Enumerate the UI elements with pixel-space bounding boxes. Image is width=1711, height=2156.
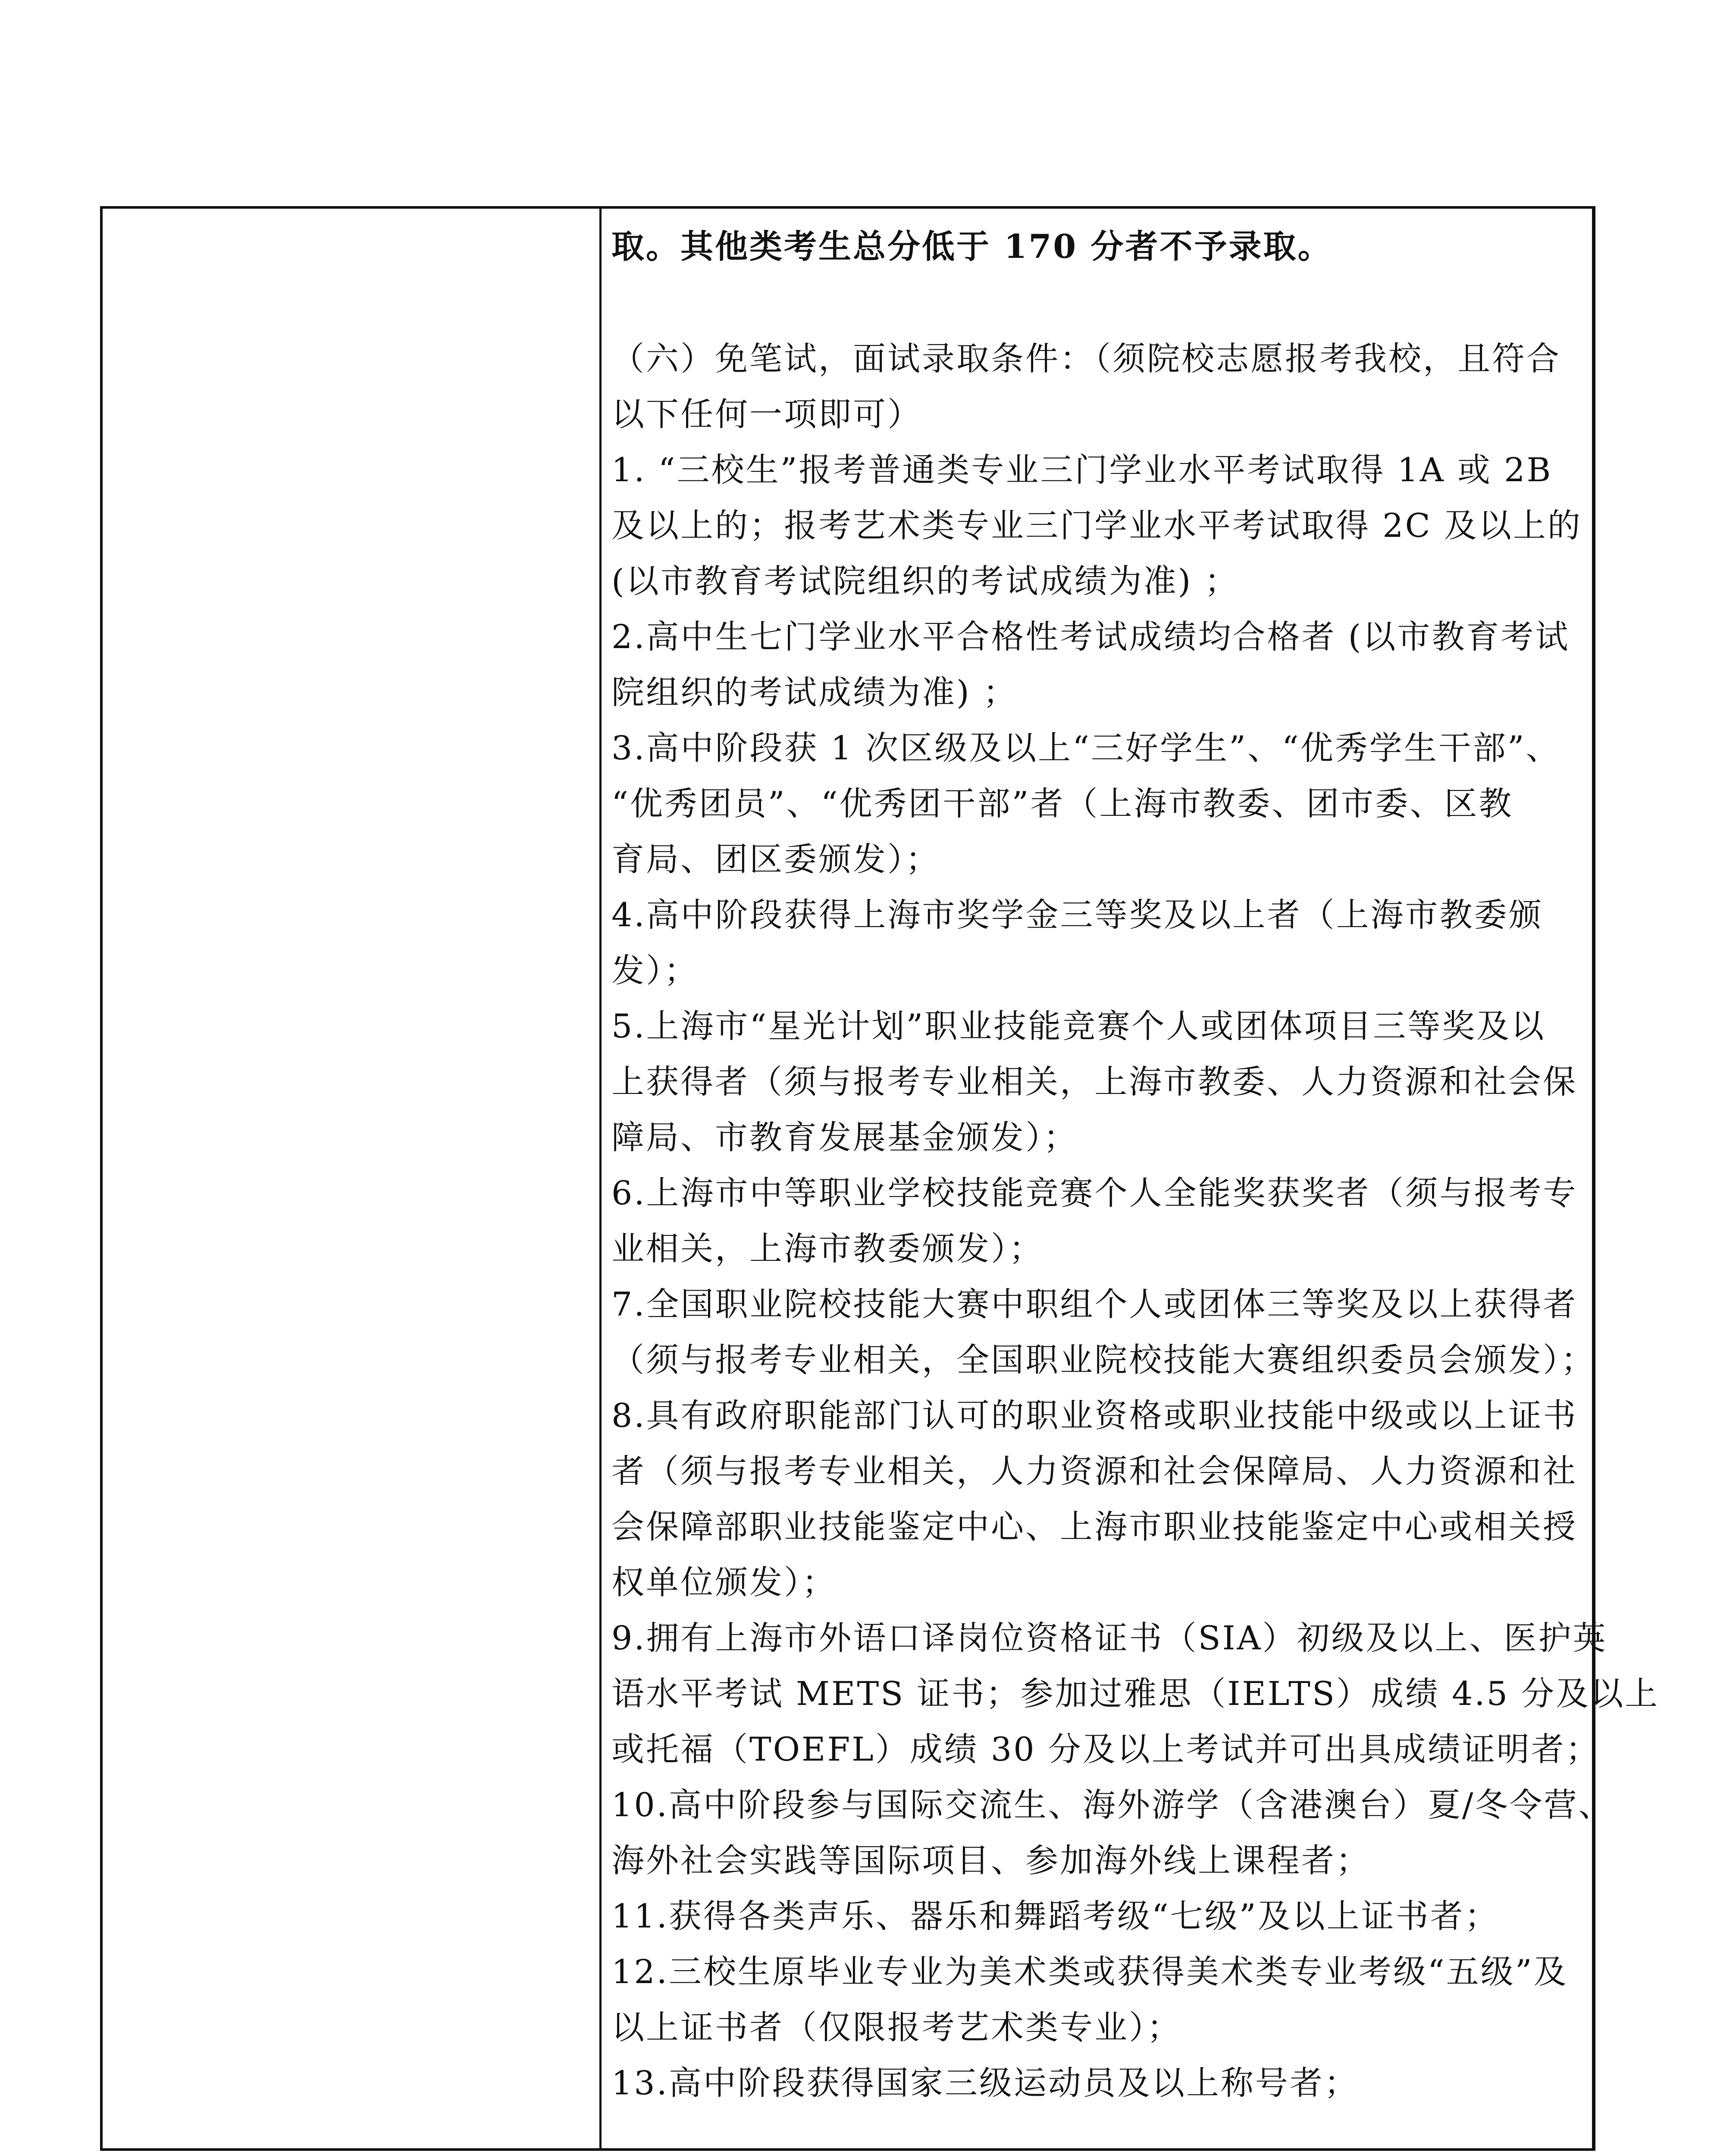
document-text-line: 育局、团区委颁发）； — [611, 840, 940, 878]
document-text-line: （须与报考专业相关，全国职业院校技能大赛组织委员会颁发）； — [611, 1341, 1595, 1379]
document-text-line: 权单位颁发）； — [611, 1563, 837, 1601]
document-text-line: 院组织的考试成绩为准) ； — [611, 673, 1018, 711]
document-text-line: 取。其他类考生总分低于 170 分者不予录取。 — [611, 227, 1332, 266]
column-divider — [599, 209, 602, 2148]
document-text-line: 及以上的；报考艺术类专业三门学业水平考试取得 2C 及以上的 — [611, 506, 1582, 545]
document-text-line: （六）免笔试，面试录取条件：（须院校志愿报考我校，且符合 — [611, 339, 1561, 378]
table-left-cell — [103, 209, 599, 2148]
document-text-line: 9.拥有上海市外语口译岗位资格证书（SIA）初级及以上、医护英 — [611, 1619, 1608, 1657]
document-text-line: “优秀团员”、“优秀团干部”者（上海市教委、团市委、区教 — [611, 784, 1514, 823]
document-text-line: 以上证书者（仅限报考艺术类专业）； — [611, 2008, 1181, 2046]
document-text-line: 者（须与报考专业相关，人力资源和社会保障局、人力资源和社 — [611, 1452, 1577, 1490]
document-text-line: 7.全国职业院校技能大赛中职组个人或团体三等奖及以上获得者 — [611, 1285, 1578, 1323]
document-text-line: 障局、市教育发展基金颁发）； — [611, 1118, 1078, 1156]
document-text-line: 海外社会实践等国际项目、参加海外线上课程者； — [611, 1841, 1370, 1880]
document-text-line: 4.高中阶段获得上海市奖学金三等奖及以上者（上海市教委颁 — [611, 896, 1543, 934]
document-text-line: 12.三校生原毕业专业为美术类或获得美术类专业考级“五级”及 — [611, 1952, 1568, 1991]
document-text-line: 3.高中阶段获 1 次区级及以上“三好学生”、“优秀学生干部”、 — [611, 729, 1561, 767]
document-text-line: 会保障部职业技能鉴定中心、上海市职业技能鉴定中心或相关授 — [611, 1507, 1577, 1546]
document-text-line: 业相关，上海市教委颁发）； — [611, 1229, 1044, 1268]
document-text-line: 6.上海市中等职业学校技能竞赛个人全能奖获奖者（须与报考专 — [611, 1174, 1578, 1212]
document-text-line: 2.高中生七门学业水平合格性考试成绩均合格者 (以市教育考试 — [611, 617, 1570, 656]
document-text-line: 10.高中阶段参与国际交流生、海外游学（含港澳台）夏/冬令营、 — [611, 1786, 1613, 1824]
admission-table — [100, 206, 1660, 2151]
document-text-line: 11.获得各类声乐、器乐和舞蹈考级“七级”及以上证书者； — [611, 1897, 1499, 1935]
document-text-line: 发）； — [611, 951, 699, 990]
document-text-line: 8.具有政府职能部门认可的职业资格或职业技能中级或以上证书 — [611, 1396, 1578, 1435]
document-text-line: 上获得者（须与报考专业相关，上海市教委、人力资源和社会保 — [611, 1062, 1577, 1101]
document-text-line: 13.高中阶段获得国家三级运动员及以上称号者； — [611, 2064, 1359, 2102]
document-text-line: 或托福（TOEFL）成绩 30 分及以上考试并可出具成绩证明者； — [611, 1730, 1600, 1768]
document-text-line: 以下任何一项即可） — [611, 395, 922, 433]
document-text-line: 语水平考试 METS 证书；参加过雅思（IELTS）成绩 4.5 分及以上 — [611, 1674, 1660, 1713]
document-text-line: 5.上海市“星光计划”职业技能竞赛个人或团体项目三等奖及以 — [611, 1007, 1546, 1045]
document-text-line: 1. “三校生”报考普通类专业三门学业水平考试取得 1A 或 2B — [611, 451, 1553, 489]
document-text-line: (以市教育考试院组织的考试成绩为准) ； — [611, 562, 1239, 600]
